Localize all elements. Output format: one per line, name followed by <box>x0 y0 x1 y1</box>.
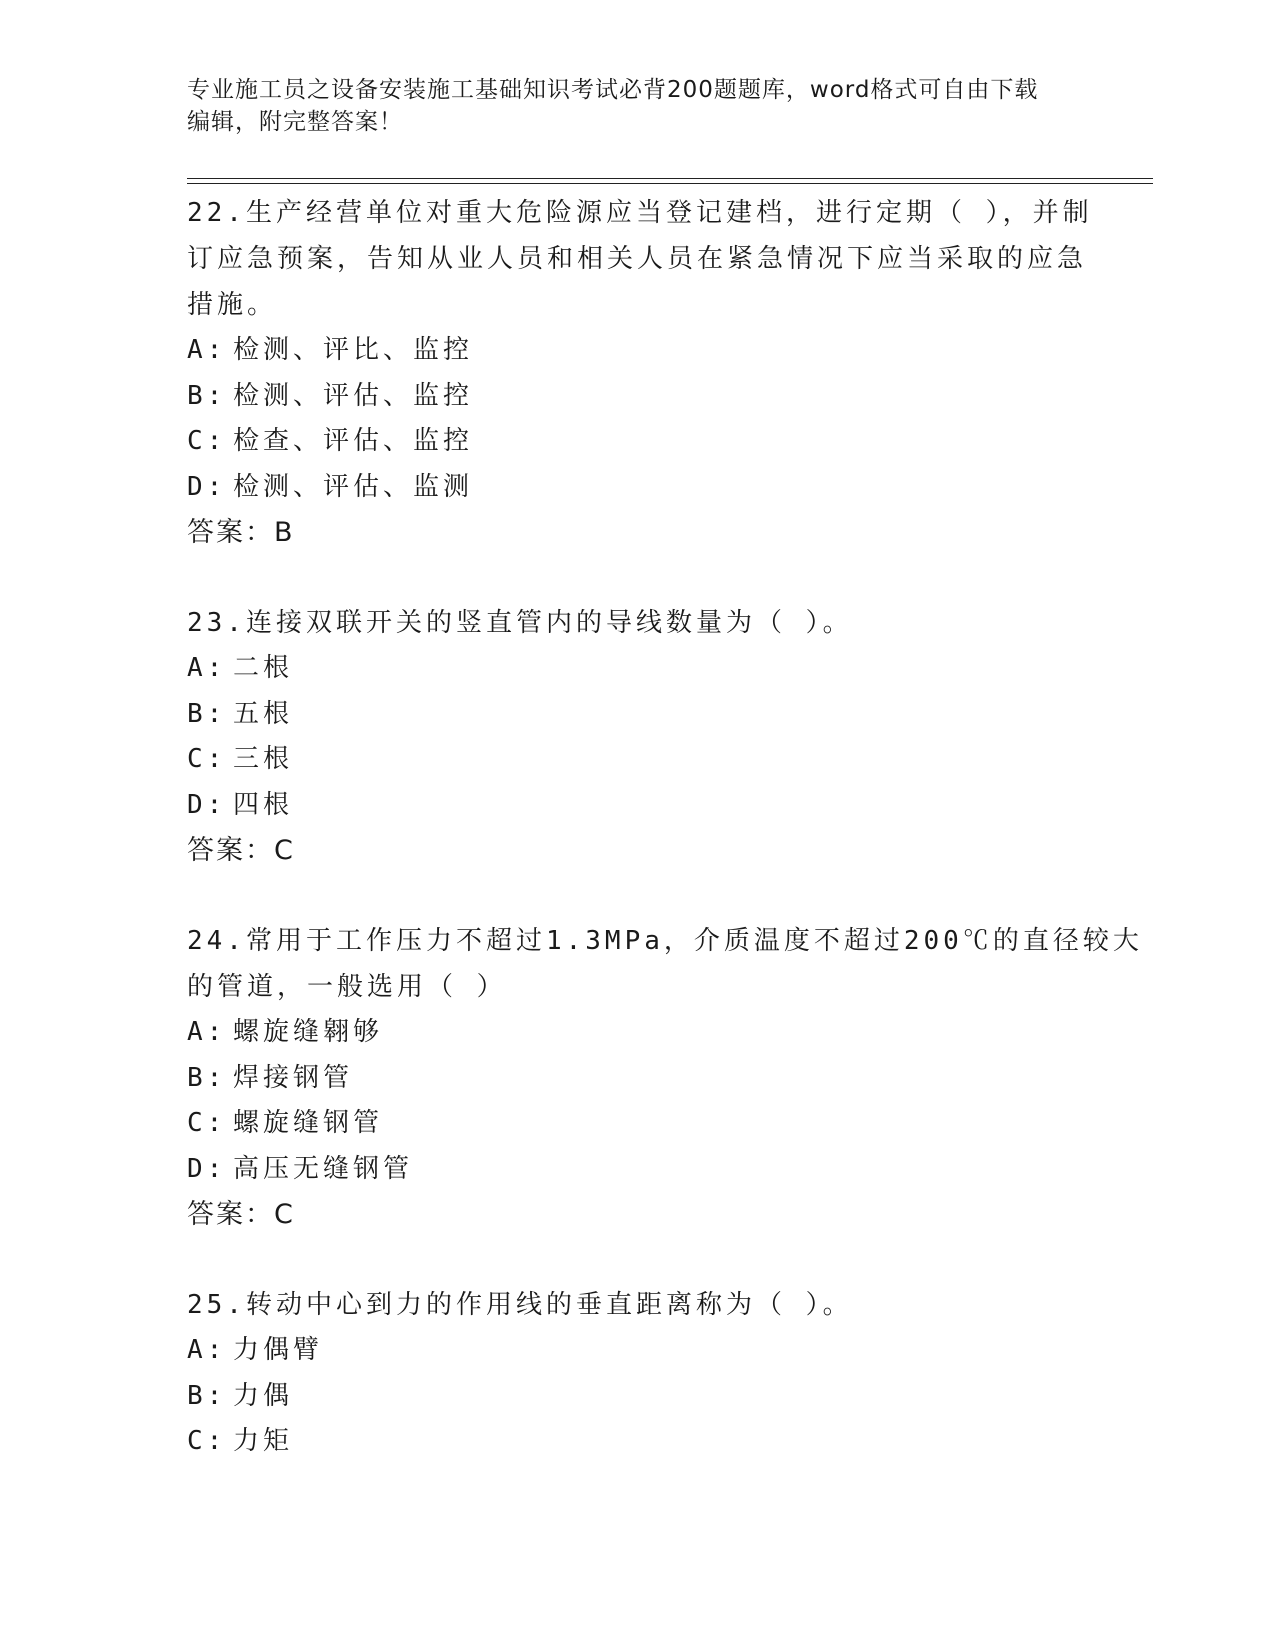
question-list <box>187 190 1143 1465</box>
answer: 答案：B <box>187 517 295 548</box>
question-stem <box>187 1282 1087 1328</box>
stem-line: 22.生产经营单位对重大危险源应当登记建档，进行定期（ ），并制 <box>187 198 1093 228</box>
answer: 答案：C <box>187 1199 295 1230</box>
option-text: 检测、评比、监控 <box>233 335 474 365</box>
question-23 <box>187 600 1087 874</box>
option-c <box>187 1419 1087 1465</box>
option-a <box>187 328 1087 374</box>
option-text: 力偶 <box>233 1380 294 1411</box>
stem-line: 措施。 <box>187 290 278 320</box>
option-key: D: <box>187 471 227 502</box>
option-text: 力矩 <box>233 1426 294 1456</box>
option-b <box>187 1056 1087 1102</box>
option-b <box>187 692 1087 738</box>
option-key: A: <box>187 1017 227 1047</box>
stem-line: 25.转动中心到力的作用线的垂直距离称为（ ）。 <box>187 1290 853 1320</box>
option-key: A: <box>187 1335 227 1365</box>
question-22 <box>187 190 1093 556</box>
spacer <box>187 556 1087 600</box>
option-d <box>187 783 1087 829</box>
stem-line: 的管道，一般选用（ ） <box>187 972 507 1002</box>
option-text: 检查、评估、监控 <box>233 426 474 456</box>
option-text: 力偶臂 <box>233 1335 324 1365</box>
option-key: B: <box>187 1380 227 1411</box>
stem-line: 24.常用于工作压力不超过1.3MPa，介质温度不超过200℃的直径较大 <box>187 926 1143 956</box>
option-a <box>187 646 1087 692</box>
option-a <box>187 1328 1087 1374</box>
option-key: B: <box>187 1062 227 1093</box>
option-key: C: <box>187 1426 227 1456</box>
option-key: C: <box>187 426 227 456</box>
question-stem <box>187 918 1143 1010</box>
option-key: D: <box>187 1153 227 1184</box>
question-stem <box>187 600 1087 646</box>
option-a <box>187 1010 1087 1056</box>
header-divider-bottom <box>187 183 1153 184</box>
question-stem <box>187 190 1093 328</box>
option-key: D: <box>187 789 227 820</box>
option-text: 螺旋缝钢管 <box>233 1108 384 1138</box>
option-text: 高压无缝钢管 <box>233 1153 414 1184</box>
header-divider-top <box>187 178 1153 179</box>
stem-line: 订应急预案，告知从业人员和相关人员在紧急情况下应当采取的应急 <box>187 244 1088 274</box>
option-text: 螺旋缝翱够 <box>233 1017 384 1047</box>
option-text: 五根 <box>233 698 294 729</box>
option-key: C: <box>187 1108 227 1138</box>
answer: 答案：C <box>187 835 295 866</box>
option-key: C: <box>187 744 227 774</box>
option-key: B: <box>187 698 227 729</box>
option-c <box>187 737 1087 783</box>
option-text: 四根 <box>233 789 294 820</box>
option-text: 三根 <box>233 744 294 774</box>
option-text: 检测、评估、监测 <box>233 471 474 502</box>
option-text: 检测、评估、监控 <box>233 380 474 411</box>
option-text: 焊接钢管 <box>233 1062 354 1093</box>
option-b <box>187 1374 1087 1420</box>
option-c <box>187 1101 1087 1147</box>
spacer <box>187 1238 1087 1282</box>
option-d <box>187 465 1087 511</box>
question-25 <box>187 1282 1087 1465</box>
option-key: A: <box>187 653 227 683</box>
option-key: A: <box>187 335 227 365</box>
document-header <box>187 74 1087 138</box>
option-d <box>187 1147 1087 1193</box>
question-24 <box>187 918 1143 1238</box>
option-text: 二根 <box>233 653 294 683</box>
option-c <box>187 419 1087 465</box>
stem-line: 23.连接双联开关的竖直管内的导线数量为（ ）。 <box>187 608 853 638</box>
option-b <box>187 374 1087 420</box>
spacer <box>187 874 1087 918</box>
header-line-2: 编辑，附完整答案！ <box>187 109 403 135</box>
header-line-1: 专业施工员之设备安装施工基础知识考试必背200题题库，word格式可自由下载 <box>187 77 1039 103</box>
option-key: B: <box>187 380 227 411</box>
